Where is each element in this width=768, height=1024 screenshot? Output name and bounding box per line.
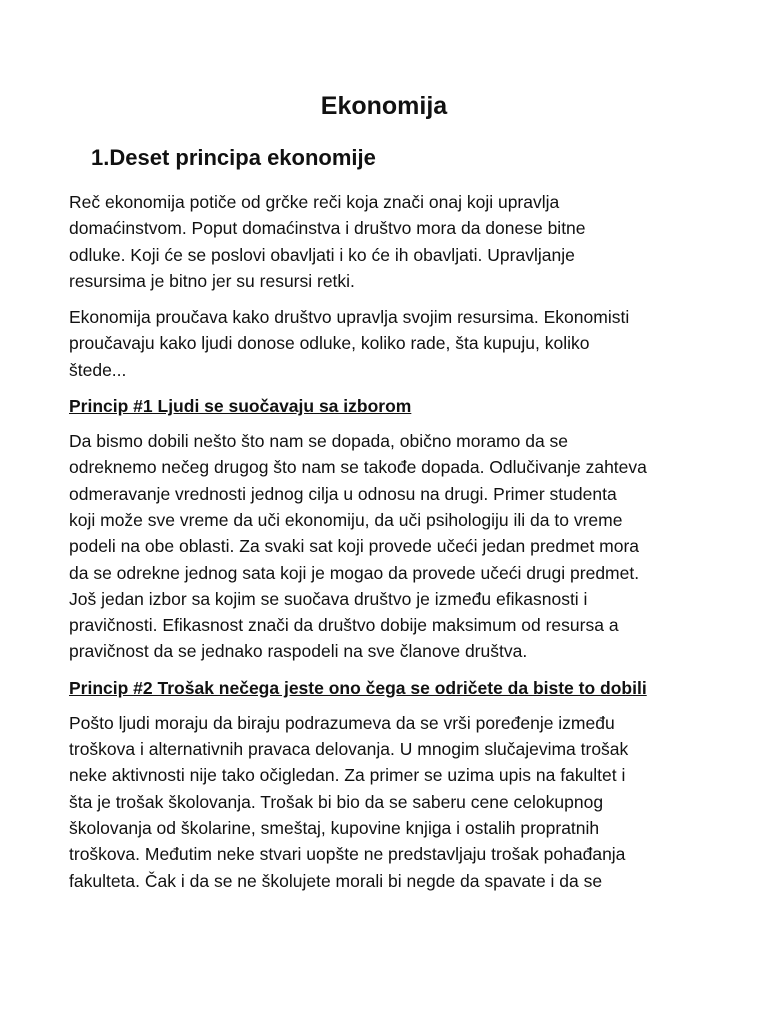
paragraph-line: školovanja od školarine, smeštaj, kupovine knjiga i ostalih propratnih <box>69 817 600 838</box>
paragraph-line: domaćinstvom. Poput domaćinstva i društvo mora da donese bitne <box>69 218 586 239</box>
paragraph-line: odluke. Koji će se poslovi obavljati i ko će ih obavljati. Upravljanje <box>69 244 575 265</box>
paragraph-line: Još jedan izbor sa kojim se suočava društvo je između efikasnosti i <box>69 588 588 609</box>
paragraph-line: koji može sve vreme da uči ekonomiju, da uči psihologiju ili da to vreme <box>69 509 623 530</box>
paragraph-line: Reč ekonomija potiče od grčke reči koja znači onaj koji upravlja <box>69 192 560 212</box>
paragraph-line: troškova. Međutim neke stvari uopšte ne predstavljaju trošak pohađanja <box>69 844 626 865</box>
paragraph-line: Ekonomija proučava kako društvo upravlja svojim resursima. Ekonomisti <box>69 307 630 328</box>
paragraph-line: šta je trošak školovanja. Trošak bi bio da se saberu cene celokupnog <box>69 791 604 812</box>
section-heading: 1.Deset principa ekonomije <box>91 145 376 170</box>
paragraph-line: troškova i alternativnih pravaca delovanja. U mnogim slučajevima trošak <box>69 739 629 760</box>
paragraph-line: odmeravanje vrednosti jednog cilja u odnosu na drugi. Primer studenta <box>69 483 617 504</box>
paragraph-3 <box>69 428 709 665</box>
paragraph-line: neke aktivnosti nije tako očigledan. Za primer se uzima upis na fakultet i <box>69 765 626 786</box>
paragraph-line: podeli na obe oblasti. Za svaki sat koji provede učeći jedan predmet mora <box>69 536 640 557</box>
paragraph-1 <box>69 189 709 294</box>
principle-heading-1: Princip #1 Ljudi se suočavaju sa izborom <box>69 396 412 417</box>
paragraph-line: resursima je bitno jer su resursi retki. <box>69 270 355 291</box>
paragraph-line: fakulteta. Čak i da se ne školujete morali bi negde da spavate i da se <box>69 870 603 891</box>
paragraph-line: pravičnosti. Efikasnost znači da društvo dobije maksimum od resursa a <box>69 615 619 636</box>
document-body <box>69 189 709 904</box>
principle-heading-2: Princip #2 Trošak nečega jeste ono čega se odričete da biste to dobili <box>69 677 647 698</box>
document-title: Ekonomija <box>320 92 448 120</box>
paragraph-line: Da bismo dobili nešto što nam se dopada, obično moramo da se <box>69 431 569 452</box>
paragraph-line: da se odrekne jednog sata koji je mogao da provede učeći drugi predmet. <box>69 562 640 583</box>
paragraph-line: Pošto ljudi moraju da biraju podrazumeva da se vrši poređenje između <box>69 712 615 733</box>
paragraph-line: pravičnost da se jednako raspodeli na sve članove društva. <box>69 641 528 662</box>
paragraph-line: štede... <box>69 359 127 380</box>
paragraph-line: proučavaju kako ljudi donose odluke, koliko rade, šta kupuju, koliko <box>69 333 590 354</box>
paragraph-4 <box>69 710 709 894</box>
paragraph-2 <box>69 304 709 383</box>
paragraph-line: odreknemo nečeg drugog što nam se takođe dopada. Odlučivanje zahteva <box>69 457 647 478</box>
